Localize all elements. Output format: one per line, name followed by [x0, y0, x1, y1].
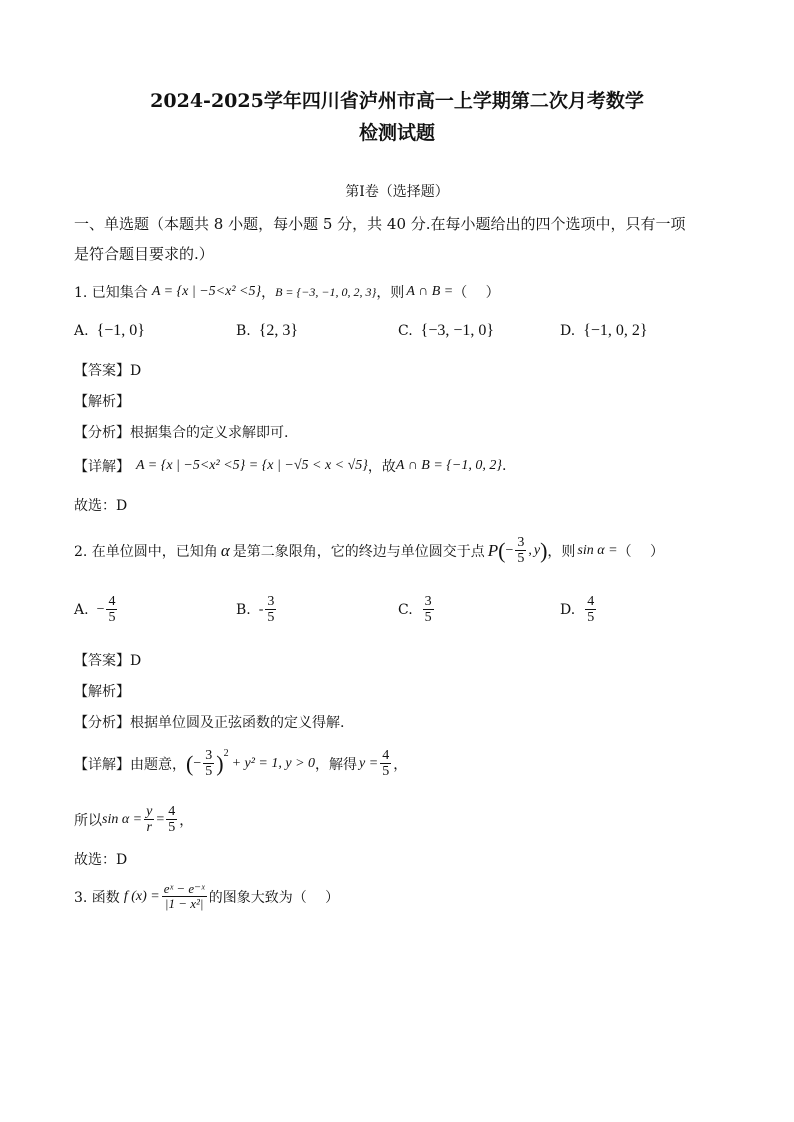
section-instructions-line2: 是符合题目要求的.） — [74, 245, 214, 263]
q2-option-a — [74, 594, 119, 626]
question-3-stem — [74, 882, 339, 912]
q2-ask: sin α = — [577, 542, 618, 558]
q1-analysis: 【分析】根据集合的定义求解即可. — [74, 425, 289, 441]
q2-detail-y-den: 5 — [382, 764, 390, 780]
q1-detail-end: . — [501, 458, 507, 474]
q2-option-b-den: 5 — [267, 610, 275, 626]
q2-option-a-num: 4 — [108, 594, 116, 609]
q2-option-c-num: 3 — [424, 594, 432, 609]
q2-detail-square: 2 — [223, 748, 229, 759]
q2-option-c-fraction — [423, 594, 434, 626]
q2-option-d-label: D. — [560, 601, 576, 618]
q2-point-num: 3 — [517, 535, 525, 550]
q2-point-comma: , — [528, 542, 532, 558]
q2-analysis: 【分析】根据单位圆及正弦函数的定义得解. — [74, 715, 345, 731]
q1-option-a-label: A. — [74, 323, 89, 339]
doc-title-line2: 检测试题 — [358, 122, 435, 144]
q2-option-a-sign: − — [96, 601, 105, 617]
q1-set-a: A = {x | −5<x² <5} — [151, 284, 262, 299]
q1-paren: （ ） — [453, 285, 500, 301]
q2-option-d-num: 4 — [587, 594, 595, 609]
q2-option-a-fraction — [106, 594, 117, 626]
q1-analysis-head: 【解析】 — [74, 394, 130, 410]
q2-point-fraction — [515, 535, 526, 567]
q1-option-c — [398, 322, 494, 340]
q2-so-num-1: y — [146, 804, 153, 819]
q2-detail — [74, 748, 407, 780]
q2-paren: （ ） — [617, 543, 665, 560]
q1-option-a — [74, 322, 145, 340]
q2-option-c-label: C. — [398, 601, 413, 618]
question-2-stem — [74, 535, 664, 567]
q1-choose: 故选：D — [74, 498, 128, 514]
q2-option-b-label: B. — [236, 601, 251, 618]
q2-answer: 【答案】D — [74, 653, 142, 669]
q2-detail-eq: + y² = 1, y > 0 — [231, 755, 316, 771]
q3-numerator: eˣ − e⁻ˣ — [163, 881, 205, 896]
q2-so-equals: = — [156, 811, 165, 827]
q2-option-b — [236, 594, 278, 626]
q2-point-den: 5 — [517, 551, 525, 567]
q1-set-b: B = {−3, −1, 0, 2, 3} — [275, 284, 377, 299]
q3-suffix: 的图象大致为（ ） — [208, 889, 340, 906]
q3-func: f (x) = — [123, 888, 160, 904]
q2-option-c — [398, 594, 436, 626]
q1-comma: ， — [261, 285, 276, 301]
section-instructions-line1: 一、单选题（本题共 8 小题，每小题 5 分，共 40 分.在每小题给出的四个选项中，只有一项 — [74, 215, 686, 233]
q1-option-b-value: {2, 3} — [258, 322, 299, 339]
q2-option-d-den: 5 — [587, 610, 595, 626]
q2-detail-y-num: 4 — [382, 748, 390, 763]
q2-prefix: 2. 在单位圆中，已知角 — [74, 543, 218, 560]
q2-option-b-num: 3 — [267, 594, 275, 609]
q1-option-c-value: {−3, −1, 0} — [420, 322, 495, 339]
q2-so-sin: sin α = — [102, 811, 143, 827]
q3-prefix: 3. 函数 — [74, 889, 120, 906]
q2-so-num-2: 4 — [168, 804, 176, 819]
q2-option-a-den: 5 — [108, 610, 116, 626]
q1-option-d-value: {−1, 0, 2} — [583, 322, 648, 339]
q2-analysis-head: 【解析】 — [74, 684, 130, 700]
q2-detail-open-paren: ( — [186, 750, 194, 776]
q2-detail-comma: ， — [393, 756, 408, 773]
question-1-stem — [74, 282, 500, 302]
q2-detail-head: 【详解】由题意， — [74, 756, 186, 773]
q1-prefix: 1. 已知集合 — [74, 285, 148, 301]
q1-detail-mid: ，故 — [367, 459, 396, 475]
q2-detail-num: 3 — [205, 748, 213, 763]
q1-option-a-value: {−1, 0} — [96, 322, 145, 339]
q2-option-b-sign: - — [258, 601, 264, 617]
q2-point-open-paren: ( — [498, 537, 506, 563]
q2-so-den-1: r — [146, 820, 152, 836]
q3-fraction — [162, 882, 207, 912]
q1-answer: 【答案】D — [74, 363, 142, 379]
q2-detail-close-paren: ) — [216, 750, 224, 776]
q1-option-c-label: C. — [398, 323, 413, 339]
q2-so-den-2: 5 — [168, 820, 176, 836]
q3-denominator: |1 − x²| — [164, 896, 204, 912]
q1-then: ，则 — [376, 285, 405, 301]
q1-detail-expr: A = {x | −5<x² <5} = {x | −√5 < x < √5} — [136, 458, 368, 473]
q1-ask: A ∩ B = — [406, 284, 454, 299]
q2-detail-den: 5 — [205, 764, 213, 780]
q1-option-d-label: D. — [560, 323, 576, 339]
q2-option-d-fraction — [585, 594, 596, 626]
q2-then: ，则 — [547, 543, 576, 560]
q2-so — [74, 804, 193, 836]
q2-so-fraction-2 — [166, 804, 177, 836]
q1-detail-head: 【详解】 — [74, 459, 130, 475]
q2-detail-fraction — [203, 748, 214, 780]
doc-title-line1: 2024-2025学年四川省泸州市高一上学期第二次月考数学 — [150, 90, 644, 112]
q1-option-b — [236, 322, 298, 340]
q1-option-b-label: B. — [236, 323, 251, 339]
q2-so-fraction-1 — [144, 804, 154, 836]
q2-point-minus: − — [505, 542, 514, 558]
q2-detail-minus: − — [193, 755, 202, 771]
q1-detail-result: A ∩ B = {−1, 0, 2} — [395, 458, 502, 473]
q2-so-prefix: 所以 — [74, 812, 102, 829]
q2-option-a-label: A. — [74, 601, 89, 618]
q2-choose: 故选：D — [74, 852, 128, 868]
q2-detail-y: y = — [359, 755, 379, 771]
volume-heading: 第Ⅰ卷（选择题） — [345, 184, 449, 200]
q1-detail — [74, 456, 506, 476]
q2-point-close-paren: ) — [540, 537, 548, 563]
q2-detail-solve: ，解得 — [315, 756, 358, 773]
q2-option-d — [560, 594, 598, 626]
q2-option-c-den: 5 — [424, 610, 432, 626]
q2-mid: 是第二象限角，它的终边与单位圆交于点 — [232, 543, 485, 560]
q2-option-b-fraction — [265, 594, 276, 626]
q2-alpha: α — [220, 540, 230, 560]
q1-option-d — [560, 322, 648, 340]
q2-point-p: P — [487, 540, 499, 560]
q2-detail-y-fraction — [380, 748, 391, 780]
q2-point-y: y — [533, 542, 541, 558]
q2-so-end: ， — [179, 812, 194, 829]
